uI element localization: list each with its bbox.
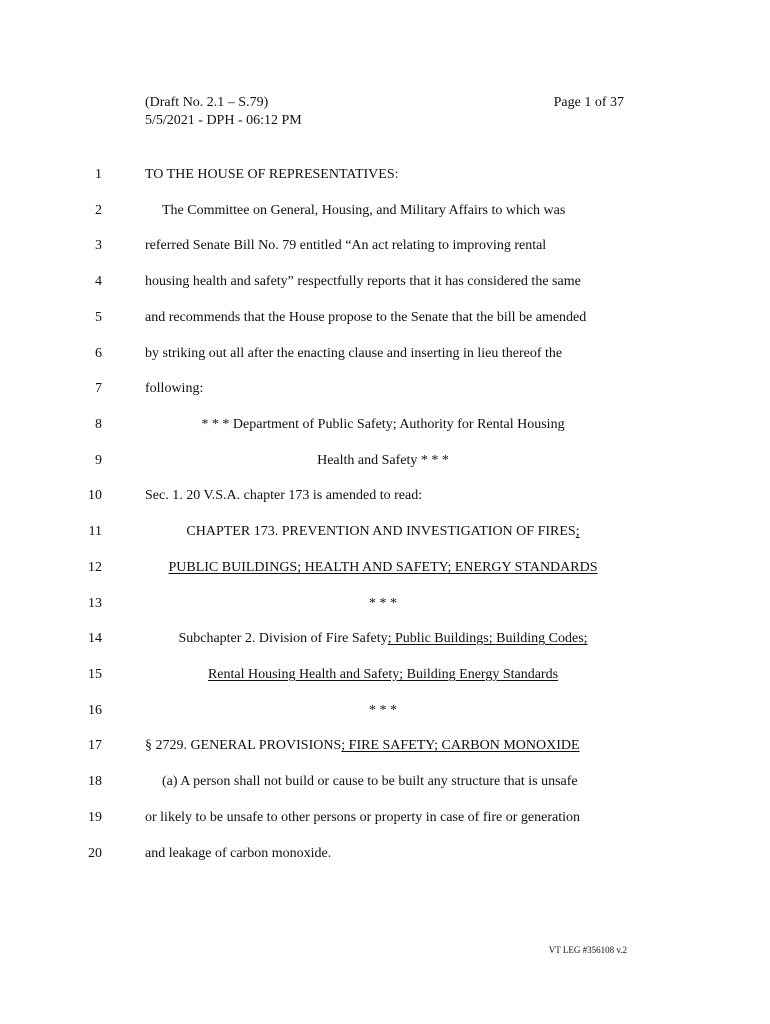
document-footer: VT LEG #356108 v.2 [548,945,627,955]
line-number: 5 [95,310,102,325]
inserted-text: ; [575,524,580,539]
section-heading: * * * Department of Public Safety; Authority for Rental Housing [201,417,565,432]
inserted-text: ; Public Buildings; Building Codes; [387,631,588,646]
line-text: or likely to be unsafe to other persons or property in case of fire or generation [145,810,581,825]
inserted-text: PUBLIC BUILDINGS; HEALTH AND SAFETY; ENERGY STANDARDS [168,560,598,575]
chapter-heading [145,523,621,541]
line-number: 12 [88,560,102,575]
line-number: 10 [88,488,102,503]
chapter-heading [145,559,621,577]
line-number: 18 [88,774,102,789]
line-text: by striking out all after the enacting clause and inserting in lieu thereof the [145,346,563,361]
subchapter-heading [145,630,621,648]
document-header [145,94,302,130]
line-number: 15 [88,667,102,682]
line-number: 3 [95,238,102,253]
line-text: referred Senate Bill No. 79 entitled “An act relating to improving rental [145,238,547,253]
subchapter-heading-text: Subchapter 2. Division of Fire Safety [178,631,388,646]
inserted-text: ; FIRE SAFETY; CARBON MONOXIDE [341,738,580,753]
section-title [145,737,621,755]
line-number: 9 [95,453,102,468]
line-number: 2 [95,203,102,218]
draft-date: 5/5/2021 - DPH - 06:12 PM [145,113,302,128]
line-number: 1 [95,167,102,182]
subchapter-heading [145,666,621,684]
line-number: 14 [88,631,102,646]
section-separator: * * * [369,596,397,611]
line-number: 4 [95,274,102,289]
line-number: 8 [95,417,102,432]
draft-number: (Draft No. 2.1 – S.79) [145,95,269,110]
line-text: and leakage of carbon monoxide. [145,846,332,861]
section-heading: Health and Safety * * * [317,453,449,468]
line-number: 19 [88,810,102,825]
line-number: 6 [95,346,102,361]
section-separator: * * * [369,703,397,718]
line-number: 7 [95,381,102,396]
line-text: The Committee on General, Housing, and Military Affairs to which was [162,203,566,218]
line-text: and recommends that the House propose to the Senate that the bill be amended [145,310,587,325]
line-number: 16 [88,703,102,718]
line-number: 17 [88,738,102,753]
line-text: housing health and safety” respectfully reports that it has considered the same [145,274,581,289]
inserted-text: Rental Housing Health and Safety; Building Energy Standards [207,667,559,682]
line-number: 13 [88,596,102,611]
section-title-text: § 2729. GENERAL PROVISIONS [145,738,342,753]
chapter-heading-text: CHAPTER 173. PREVENTION AND INVESTIGATION OF FIRES [186,524,576,539]
line-text: (a) A person shall not build or cause to be built any structure that is unsafe [162,774,578,789]
line-number: 11 [88,524,102,539]
page-number: Page 1 of 37 [553,95,624,110]
line-text: Sec. 1. 20 V.S.A. chapter 173 is amended to read: [145,488,423,503]
line-text: TO THE HOUSE OF REPRESENTATIVES: [145,167,399,182]
line-text: following: [145,381,204,396]
line-number: 20 [88,846,102,861]
